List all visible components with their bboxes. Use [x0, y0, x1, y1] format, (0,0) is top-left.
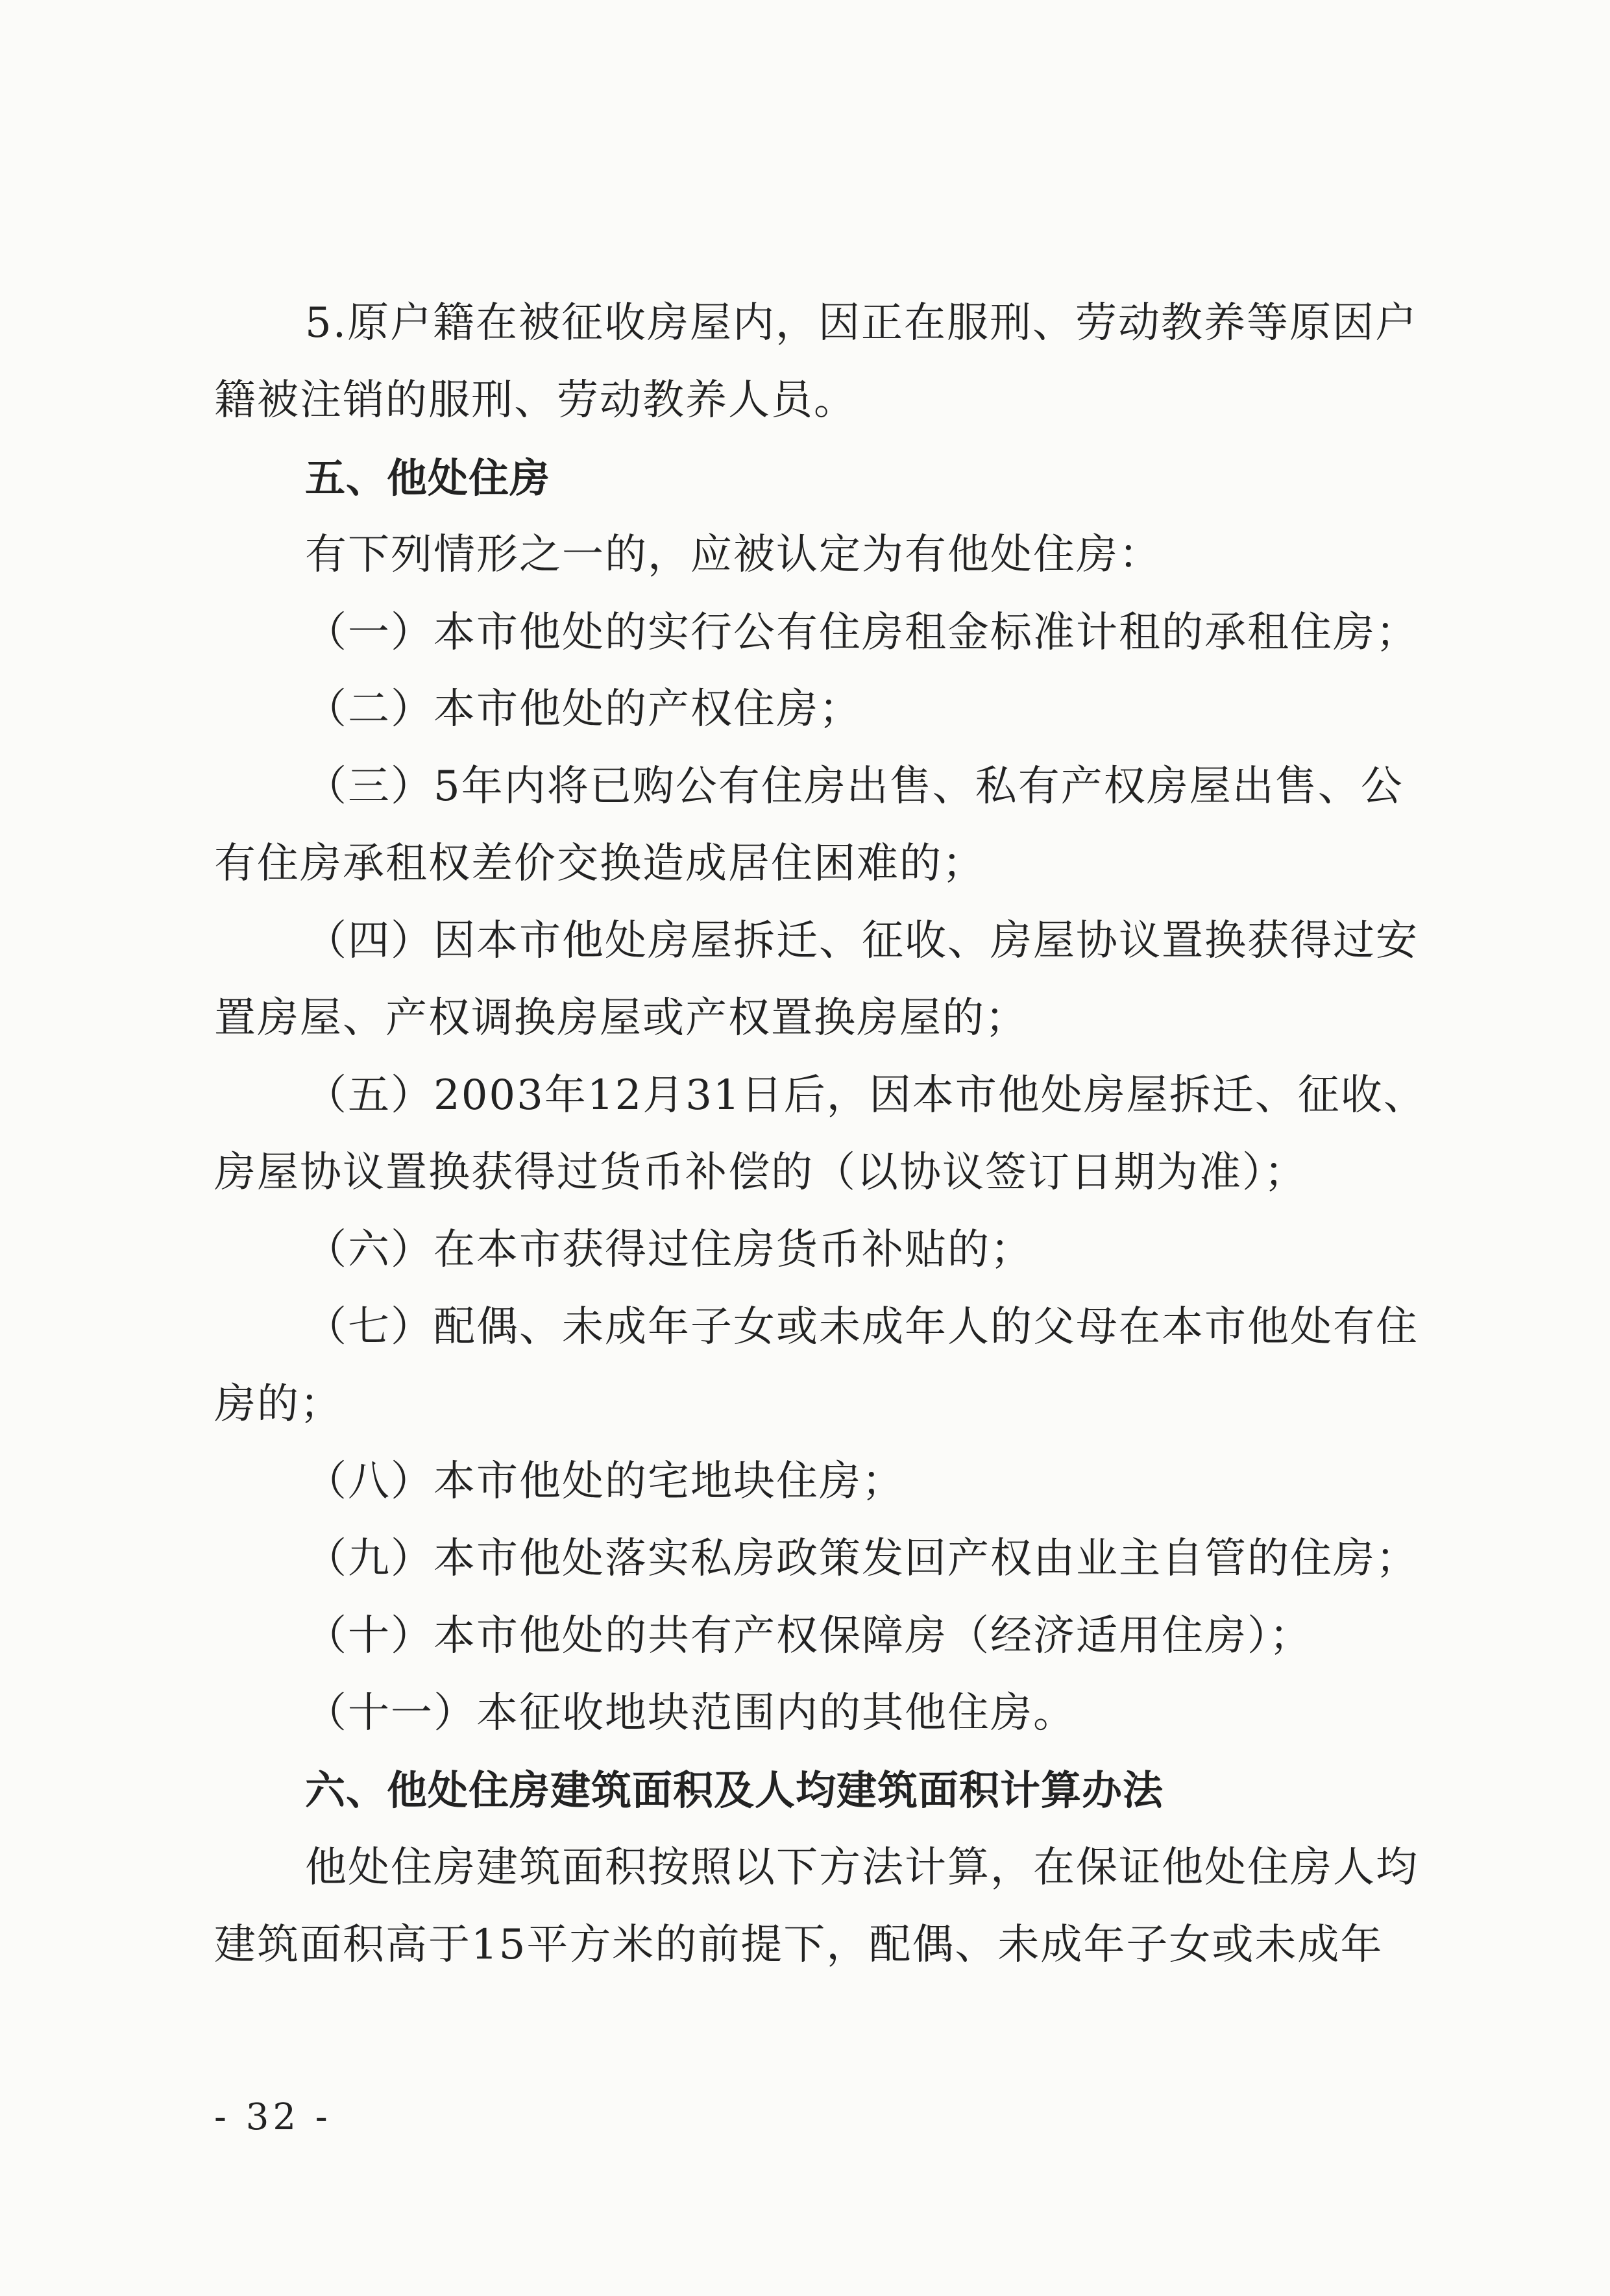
body-line-1: 5.原户籍在被征收房屋内，因正在服刑、劳动教养等原因户: [305, 299, 1419, 347]
section-heading-6: 六、他处住房建筑面积及人均建筑面积计算办法: [305, 1766, 1164, 1814]
page-number: - 32 -: [214, 2096, 332, 2138]
list-item-5-cont: 房屋协议置换获得过货币补偿的（以协议签订日期为准）；: [214, 1149, 1307, 1197]
section-heading-5: 五、他处住房: [305, 454, 551, 502]
list-item-4: （四）因本市他处房屋拆迁、征收、房屋协议置换获得过安: [305, 917, 1419, 965]
list-item-3-cont: 有住房承租权差价交换造成居住困难的；: [214, 840, 985, 888]
body-line-3: 有下列情形之一的，应被认定为有他处住房：: [305, 531, 1162, 579]
list-item-8: （八）本市他处的宅地块住房；: [305, 1458, 905, 1506]
list-item-1: （一）本市他处的实行公有住房租金标准计租的承租住房；: [305, 609, 1419, 657]
list-item-4-cont: 置房屋、产权调换房屋或产权置换房屋的；: [214, 994, 1028, 1042]
body-line-2: 籍被注销的服刑、劳动教养人员。: [214, 376, 857, 424]
list-item-11: （十一）本征收地块范围内的其他住房。: [305, 1689, 1076, 1737]
list-item-10: （十）本市他处的共有产权保障房（经济适用住房）；: [305, 1612, 1312, 1660]
list-item-2: （二）本市他处的产权住房；: [305, 685, 862, 733]
list-item-9: （九）本市他处落实私房政策发回产权由业主自管的住房；: [305, 1535, 1419, 1583]
list-item-7-cont: 房的；: [214, 1380, 343, 1428]
list-item-5: （五）2003年12月31日后，因本市他处房屋拆迁、征收、: [305, 1071, 1426, 1119]
list-item-7: （七）配偶、未成年子女或未成年人的父母在本市他处有住: [305, 1303, 1419, 1351]
body-line-4: 他处住房建筑面积按照以下方法计算，在保证他处住房人均: [305, 1844, 1419, 1892]
list-item-3: （三）5年内将已购公有住房出售、私有产权房屋出售、公: [305, 763, 1404, 811]
body-line-5: 建筑面积高于15平方米的前提下，配偶、未成年子女或未成年: [214, 1921, 1384, 1969]
list-item-6: （六）在本市获得过住房货币补贴的；: [305, 1226, 1033, 1274]
